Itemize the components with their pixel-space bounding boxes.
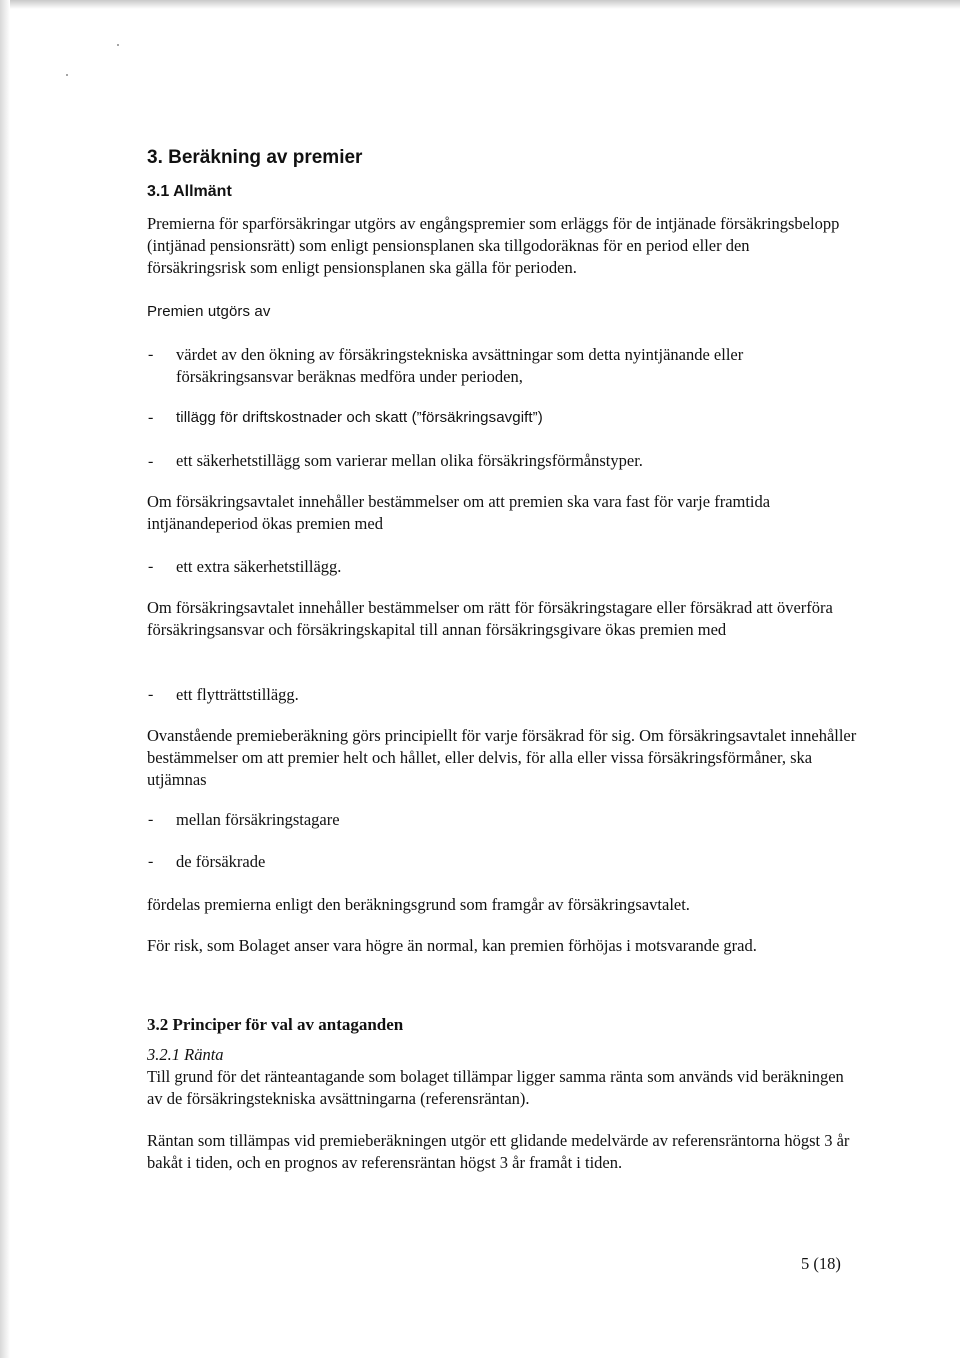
scan-speck bbox=[117, 44, 119, 46]
premium-item-2: tillägg för driftskostnader och skatt (”försäkringsavgift”) bbox=[176, 409, 543, 426]
fixed-premium-paragraph: Om försäkringsavtalet innehåller bestämmelser om att premien ska vara fast för varje framtida intjänandeperiod ökas premien med bbox=[147, 492, 771, 533]
section-3-2-1-heading: 3.2.1 Ränta bbox=[147, 1045, 224, 1064]
list-marker: - bbox=[148, 853, 154, 870]
list-marker: - bbox=[148, 558, 154, 575]
list-marker: - bbox=[148, 811, 154, 828]
interest-paragraph-1: Till grund för det ränteantagande som bolaget tillämpar ligger samma ränta som används vid beräkningen av de försäkringstekniska avsättningarna (referensräntan). bbox=[147, 1067, 844, 1108]
premium-item-1: värdet av den ökning av försäkringstekniska avsättningar som detta nyintjänande eller försäkringsansvar beräknas medföra under perioden, bbox=[176, 345, 744, 386]
scan-speck bbox=[66, 74, 68, 76]
transfer-paragraph: Om försäkringsavtalet innehåller bestämmelser om rätt för försäkringstagare eller försäkrad att överföra försäkringsansvar och försäkringskapital till annan försäkringsgivare ökas premien med bbox=[147, 598, 833, 639]
premium-lead-text: Premien utgörs av bbox=[147, 303, 271, 320]
risk-paragraph: För risk, som Bolaget anser vara högre än normal, kan premien förhöjas i motsvarande grad. bbox=[147, 936, 757, 955]
fixed-premium-item: ett extra säkerhetstillägg. bbox=[176, 557, 342, 576]
equalize-item-2: de försäkrade bbox=[176, 852, 266, 871]
scan-edge-left bbox=[0, 0, 10, 1358]
page-number: 5 (18) bbox=[801, 1254, 841, 1273]
list-marker: - bbox=[148, 686, 154, 703]
equalize-paragraph: Ovanstående premieberäkning görs principiellt för varje försäkrad för sig. Om försäkringsavtalet innehåller bestämmelser om att premier helt och hållet, eller delvis, för alla eller vissa försäkringsförmåner, ska utjämnas bbox=[147, 726, 857, 789]
interest-paragraph-2: Räntan som tillämpas vid premieberäkningen utgör ett glidande medelvärde av referensräntorna högst 3 år bakåt i tiden, och en prognos av referensräntan högst 3 år framåt i tiden. bbox=[147, 1131, 850, 1172]
equalize-item-1: mellan försäkringstagare bbox=[176, 810, 340, 829]
intro-paragraph: Premierna för sparförsäkringar utgörs av engångspremier som erläggs för de intjänade försäkringsbelopp (intjänad pensionsrätt) som enligt pensionsplanen ska tillgodoräknas för en period eller den försäkringsrisk som enligt pensionsplanen ska gälla för perioden. bbox=[147, 214, 840, 277]
list-marker: - bbox=[148, 409, 154, 426]
section-3-2-heading: 3.2 Principer för val av antaganden bbox=[147, 1015, 404, 1034]
transfer-item: ett flytträttstillägg. bbox=[176, 685, 299, 704]
scan-edge-top bbox=[0, 0, 960, 9]
list-marker: - bbox=[148, 346, 154, 363]
premium-item-3: ett säkerhetstillägg som varierar mellan olika försäkringsförmånstyper. bbox=[176, 451, 643, 470]
subsection-heading: 3.1 Allmänt bbox=[147, 183, 232, 200]
section-heading: 3. Beräkning av premier bbox=[147, 147, 363, 168]
list-marker: - bbox=[148, 453, 154, 470]
distribution-paragraph: fördelas premierna enligt den beräkningsgrund som framgår av försäkringsavtalet. bbox=[147, 895, 690, 914]
